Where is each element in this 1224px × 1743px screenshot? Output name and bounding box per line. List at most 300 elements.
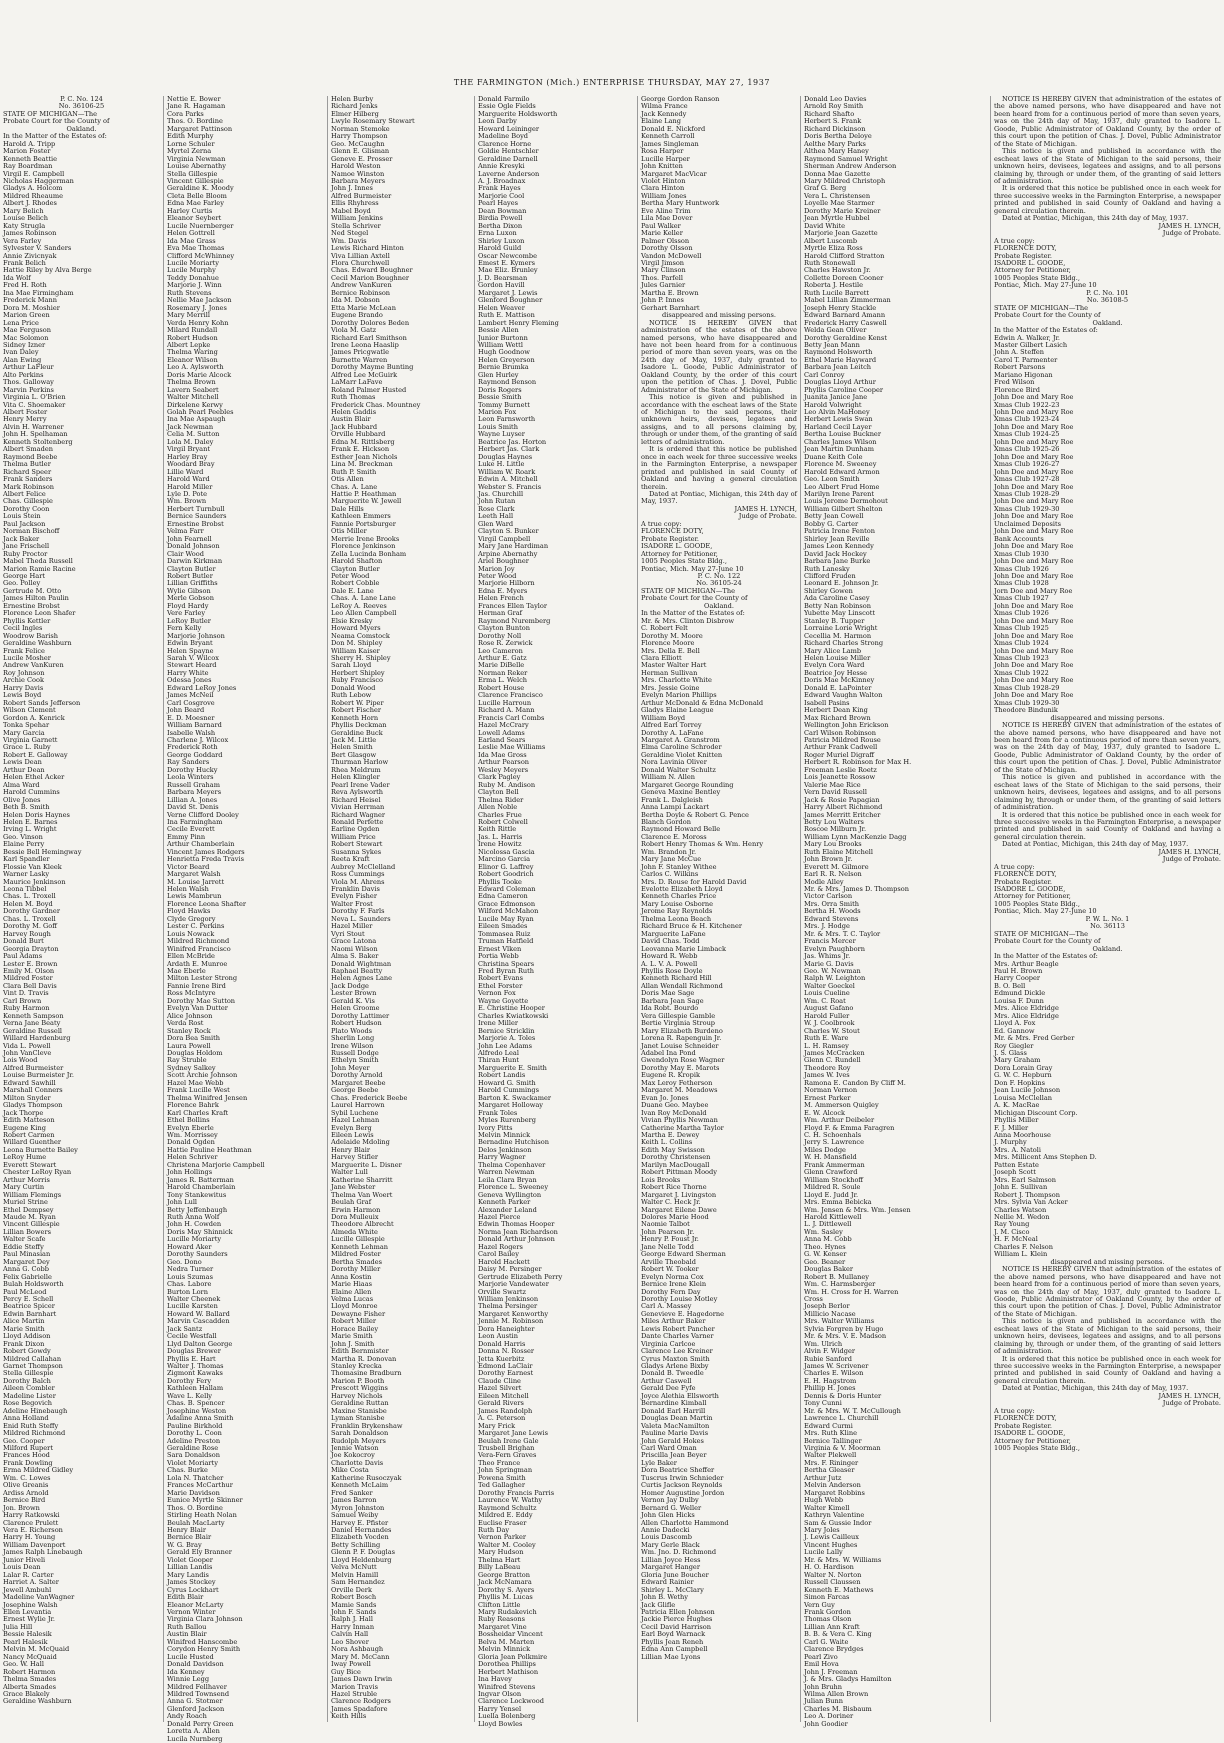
text-line: Harold A. Tripp [3, 139, 56, 148]
text-line: Duane Keith Cole [804, 452, 863, 461]
text-line: Gladys A. Holcom [3, 184, 63, 193]
text-line: Donald Burt [3, 937, 44, 946]
text-line: Jack Kennedy [641, 109, 687, 118]
text-line: Louise Abernathy [167, 162, 226, 171]
text-line: Beulah Irene Gale [478, 1436, 539, 1445]
text-line: Bernice Blair [167, 1533, 212, 1542]
text-line: A true copy: [641, 519, 682, 528]
text-line: Margaret Jane Lewis [478, 1429, 549, 1438]
text-line: Winnie Legg [167, 1675, 210, 1684]
text-line: Raphael Beatty [331, 967, 383, 976]
text-line: Eva Mae Thomas [167, 244, 225, 253]
text-line: Mrs. Orra Smith [804, 899, 859, 908]
text-line: Adelaide Mdoling [331, 1138, 390, 1147]
text-line: Milton Snyder [3, 1093, 51, 1102]
text-line: Modle Alley [804, 877, 844, 886]
text-line: Birdia Powell [478, 214, 523, 223]
text-line: Lloyd Monroe [331, 1302, 378, 1311]
text-line: Bertha Dixon [478, 221, 523, 230]
text-line: Wellington John Erickson [804, 721, 889, 730]
text-line: Marguerite LaFane [641, 929, 706, 938]
text-line: Karl Charles Kraft [167, 1108, 229, 1117]
text-line: Harold Miller [167, 482, 213, 491]
text-line: Franklin Davis [331, 885, 380, 894]
text-line: Roy Giegler [994, 1041, 1034, 1050]
text-line: John Doe and Mary Roe [994, 631, 1074, 640]
text-line: Evelyn Cora Ward [804, 661, 865, 670]
text-line: Helen Louise Miller [804, 653, 871, 662]
text-line: Velma Lucas [331, 1294, 374, 1303]
text-line: Richard Speer [3, 467, 52, 476]
text-line: James McCracken [804, 1049, 865, 1057]
text-line: Marjorie Hilborn [478, 579, 535, 588]
text-line: Robert Butler [167, 572, 213, 580]
text-line: Marjorie Jean Gazette [804, 229, 878, 238]
text-line: Susanna Sykes [331, 847, 382, 856]
text-line: Hattie Riley by Alva Berge [3, 266, 92, 275]
text-line: James Robinson [3, 229, 57, 238]
text-line: Edith May Swisson [641, 1145, 705, 1154]
text-line: Wm. C. Harmsberger [804, 1280, 876, 1289]
text-line: Raymond Holsworth [804, 348, 873, 357]
text-line: Jean Martin Dunham [804, 445, 874, 454]
text-line: Clarence Lockwood [478, 1697, 544, 1706]
text-line: Josephine Walsh [3, 1600, 58, 1609]
text-line: Margaret Hanger [641, 1563, 700, 1572]
text-line: Geraldine Russell [3, 1026, 63, 1035]
text-line: Donald Davidson [167, 1660, 224, 1669]
text-line: Rose Clark [478, 504, 515, 513]
text-line: Frederick Roth [167, 743, 218, 752]
text-line: Ernestine Brobst [167, 519, 224, 528]
text-line: James Randolph [478, 1406, 533, 1415]
text-line: Margaret J. Livingston [641, 1190, 717, 1199]
text-line: Margaret Pattinson [167, 124, 233, 133]
text-line: 1005 Peoples State Bldg., [994, 1444, 1080, 1453]
text-line: Robert W. Tooker [641, 1265, 699, 1274]
text-line: Catherine Martha Taylor [641, 1123, 724, 1132]
text-line: Vint D. Travis [3, 989, 49, 998]
text-line: Vern Guy [804, 1600, 835, 1609]
text-line: Margaret Robbins [804, 1488, 865, 1497]
text-line: Edith Blair [167, 1593, 204, 1602]
text-line: Marion Fox [478, 408, 517, 417]
text-line: W. H. Mansfield [804, 1153, 857, 1162]
text-line: Beulah MacLarty [167, 1518, 225, 1527]
text-line: Phyllis Miller [994, 1116, 1039, 1125]
text-line: Cecile Westfall [167, 1332, 217, 1341]
text-line: John Lull [167, 1198, 198, 1207]
text-line: E. H. Hagstrom [804, 1376, 857, 1385]
text-line: Robert Goodrich [478, 870, 534, 879]
text-line: Donna N. Rosser [478, 1347, 535, 1356]
text-line: Theodore Roy [804, 1063, 851, 1072]
text-line: Ethel Bollins [167, 1116, 210, 1125]
text-line: Edward Sawhill [3, 1078, 56, 1087]
text-line: Alberta Smades [3, 1682, 57, 1691]
text-line: Norman Bischoff [3, 527, 60, 536]
text-line: Merrie Irene Brooks [331, 534, 400, 543]
text-line: Xmas Club 1929-30 [994, 698, 1060, 707]
text-line: Gerhart Barnhart [641, 303, 700, 312]
text-line: Louise Burmeister Jr. [3, 1071, 74, 1080]
text-line: Beatrice Jas. Horton [478, 437, 547, 446]
text-line: FLORENCE DOTY, [994, 870, 1057, 879]
text-line: Charles James Wilson [804, 437, 877, 446]
text-line: Mae Ferguson [3, 326, 52, 335]
text-line: Donald Johnson [167, 542, 220, 551]
text-line: Adeline Preston [167, 1436, 221, 1445]
text-line: Adabel Ina Pond [641, 1049, 696, 1057]
text-line: Virginia Garnett [3, 735, 58, 744]
text-line: Ronald Perfette [331, 817, 384, 826]
text-line: William Gilbert Shelton [804, 504, 883, 513]
text-line: Verda Henry Kohn [167, 318, 229, 327]
text-line: Keith L. Collins [641, 1138, 693, 1147]
text-line: Carl Wilson Robinson [804, 728, 877, 737]
text-line: Alto Perkins [3, 370, 44, 379]
text-line: Katherine Rusoczyak [331, 1473, 402, 1482]
text-line: Mike Costa [331, 1466, 369, 1475]
masthead: THE FARMINGTON (Mich.) ENTERPRISE THURSDAY, MAY 27, 1937 [453, 78, 771, 87]
text-line: Carl Ward Oman [641, 1444, 697, 1453]
text-line: Theo. Hynes [804, 1242, 846, 1251]
text-line: Joseph Berlor [804, 1302, 850, 1311]
text-line: Verda Rost [167, 1019, 204, 1028]
text-line: John Meyer [331, 1063, 370, 1072]
text-line: Jane Webster [331, 1183, 376, 1192]
text-line: Xmas Club 1924 [994, 639, 1049, 648]
text-line: Lillian A. Jones [167, 795, 218, 804]
text-line: Phyllis Tooke [478, 877, 522, 886]
text-line: Kenneth Sampson [3, 1011, 64, 1020]
text-line: Fred Byran Ruth [478, 967, 535, 976]
text-line: Leo Cameron [478, 646, 523, 655]
text-line: Edwin Barnhart [3, 1309, 57, 1318]
text-line: Dorothy Fery [167, 1376, 212, 1385]
text-line: Nellie M. Wedon [994, 1212, 1050, 1221]
text-line: Harry Wagner [478, 1153, 526, 1162]
text-line: Harley Bray [167, 452, 208, 461]
text-line: J. Murphy [994, 1138, 1027, 1147]
text-line: Dora Bea Smith [167, 1034, 220, 1043]
text-line: In the Matter of the Estates of: [641, 609, 745, 618]
text-line: Margaret George Rounding [641, 780, 734, 789]
text-line: Arthur Caswell [641, 1376, 692, 1385]
text-line: Mrs. Emma Bebicka [804, 1198, 872, 1207]
text-line: Wilson Clement [3, 706, 56, 715]
text-line: Clark Pagley [478, 773, 521, 782]
text-line: Ernest Vlken [478, 944, 522, 953]
text-line: Paul Adams [3, 952, 43, 961]
text-line: Stanley Krecka [331, 1362, 382, 1371]
text-line: Ruby Francisco [331, 676, 384, 685]
text-line: Frank Ammerman [804, 1160, 865, 1169]
text-line: Thelma Hart [478, 1555, 521, 1564]
text-line: Donald Perry Green [167, 1719, 234, 1728]
text-line: Marvin Cascadden [167, 1317, 230, 1326]
text-line: Dorothy F. Farls [331, 907, 385, 916]
text-line: Otis Miller [331, 527, 367, 536]
text-line: Neama Comstock [331, 631, 390, 640]
text-line: Donald Earl Harrill [641, 1406, 706, 1415]
text-line: Robert W. Piper [331, 698, 384, 707]
text-line: Thelma Persinger [478, 1302, 538, 1311]
text-line: Ruth Lucile Barrett [804, 288, 870, 297]
text-line: Trusbell Brighan [478, 1444, 535, 1453]
text-line: Flossie Van Kleek [3, 862, 62, 871]
text-line: JAMES H. LYNCH, [1158, 847, 1221, 856]
text-line: E. W. Alcock [804, 1108, 846, 1117]
text-line: Cecil Ingles [3, 624, 43, 633]
text-line: Jack McNamara [478, 1578, 532, 1587]
text-line: Tonka Spehar [3, 721, 50, 730]
text-line: John H. Spelhaman [3, 430, 68, 439]
text-line: Attorney for Petitioner, [641, 549, 718, 558]
text-line: Arville Theobald [641, 1257, 696, 1266]
text-line: Mariano Higonan [994, 370, 1053, 379]
text-line: Walter Cheenek [167, 1294, 221, 1303]
text-line: Herbert Lewis Swan [804, 415, 873, 424]
text-line: Unclaimed Deposits [994, 519, 1062, 528]
text-line: Betty Lou Walters [804, 817, 864, 826]
text-line: Carlos C. Wilkins [641, 870, 699, 879]
text-line: Dorothy Miller [331, 1265, 381, 1274]
text-line: Glen Ward [478, 519, 514, 528]
text-line: Prescott Wiggins [331, 1384, 388, 1393]
text-line: Vernon Winter [167, 1607, 216, 1616]
text-line: Gertrude Elizabeth Perry [478, 1272, 563, 1281]
text-line: Ariel Boughner [478, 557, 529, 566]
text-line: Marie Smith [3, 1324, 45, 1333]
text-line: Billy LaBeau [478, 1563, 521, 1572]
text-line: Raymond Schultz [478, 1503, 537, 1512]
text-line: Lucila Nurnberg [167, 1734, 223, 1743]
text-line: Robert Cobble [331, 579, 380, 588]
text-line: Edward Barnard Amann [804, 311, 886, 320]
text-line: Leo A. Aylsworth [167, 363, 224, 372]
text-line: Mary Mildred Christoph [804, 176, 886, 185]
text-line: Flora Churchwell [331, 258, 390, 267]
text-line: Pearl Hayes [478, 199, 519, 208]
text-line: Geo. W. Hall [3, 1660, 44, 1669]
text-line: Russell Graham [167, 780, 220, 789]
text-line: Thomasine Bradburn [331, 1369, 402, 1378]
text-line: Paul Jackson [3, 519, 46, 528]
text-line: Mary Louise Osborne [641, 899, 714, 908]
text-line: Graf G. Berg [804, 184, 847, 193]
text-line: Jack Thorpe [3, 1108, 44, 1117]
text-line: Probate Court for the County of [994, 937, 1101, 946]
text-line: Wm. Jensen & Mrs. Wm. Jensen [804, 1205, 911, 1214]
text-line: Herbert Turnbull [167, 504, 225, 513]
text-line: Harold Chamberlain [167, 1183, 236, 1192]
text-line: Woodrow Barish [3, 631, 59, 640]
text-line: Elaine Perry [3, 840, 45, 849]
text-line: Louis Dean [3, 1563, 41, 1572]
notice-paragraph: Dated at Pontiac, Michigan, this 24th day of May, 1937. [1002, 840, 1189, 849]
text-line: Henry Blair [331, 1145, 371, 1154]
text-line: Gladys Thompson [3, 1101, 63, 1110]
text-line: Helen Schriver [167, 1153, 218, 1162]
notice-paragraph: Dated at Pontiac, Michigan, this 24th day of May, 1937. [1002, 1384, 1189, 1393]
text-line: Frank Belich [3, 258, 46, 267]
text-line: Lucile May Ryan [478, 914, 534, 923]
text-line: Lucile Lally [804, 1548, 843, 1557]
text-line: 1005 Peoples State Bldg., [641, 557, 727, 566]
text-line: Jack Dodge [331, 981, 369, 990]
text-line: W. J. Coolbrook [804, 1019, 855, 1028]
text-line: H. F. McNeal [994, 1235, 1038, 1244]
text-line: Leon Farnsworth [478, 415, 536, 424]
text-line: P. C. No. 122 [697, 572, 741, 580]
text-line: Wayne Luyser [478, 430, 525, 439]
text-line: Jas. Whims Jr. [804, 952, 851, 961]
text-line: Fred Sanker [331, 1488, 373, 1497]
text-line: Junior Burtonn [478, 333, 528, 342]
text-line: Mr. & Mrs. Fred Gerber [994, 1034, 1075, 1043]
text-line: Jennie Watson [331, 1444, 379, 1453]
text-line: 1005 Peoples State Bldg., [994, 273, 1080, 282]
text-line: Mary Graham [994, 1056, 1041, 1065]
text-line: Anna G. Stotmer [167, 1697, 223, 1706]
text-line: Webster S. Francis [478, 482, 542, 491]
text-line: Yubette May Linscott [804, 609, 876, 618]
text-line: Lillian Ann Kraft [804, 1622, 860, 1631]
text-line: John Gerald Hokes [641, 1436, 704, 1445]
text-line: Floyd Hardy [167, 601, 209, 610]
text-line: Chas. Frederick Beebe [331, 1093, 408, 1102]
text-line: Belva M. Marten [478, 1637, 535, 1646]
text-line: Marjorie Johnson [167, 631, 225, 640]
column-3 [327, 96, 474, 1722]
text-line: Harry Albert Richmond [804, 803, 883, 812]
text-line: James Singleman [641, 139, 699, 148]
text-line: Dewayne Fisher [331, 1309, 386, 1318]
text-line: Ruby M. Andison [478, 780, 536, 789]
text-line: Geo. Cooper [3, 1436, 45, 1445]
text-line: Geraldine Ruttan [331, 1399, 389, 1408]
text-line: Dorothy S. Ayers [478, 1585, 535, 1594]
text-line: Vern David Russell [804, 788, 868, 797]
text-line: Jane Frischell [3, 542, 50, 551]
text-line: Dora M. Moshier [3, 303, 60, 312]
text-line: Doris May Shinnick [167, 1227, 233, 1236]
text-line: Marjorie Vandewater [478, 1280, 549, 1289]
text-line: Lyle D. Pote [167, 490, 208, 499]
text-line: Percy E. Schell [3, 1294, 54, 1303]
text-line: Naomi Wilson [331, 944, 378, 953]
text-line: Robert Pittman Moody [641, 1168, 717, 1177]
text-line: Namoe Winston [331, 169, 385, 178]
text-line: Viola M. Ahrens [331, 877, 385, 886]
text-line: Carl G. Waite [804, 1637, 849, 1646]
text-line: Rudolph Meyers [331, 1436, 386, 1445]
text-line: Vincent James Rodgers [167, 847, 245, 856]
text-line: Donald Ogden [167, 1138, 215, 1147]
text-line: Thelma Van Woert [331, 1190, 393, 1199]
text-line: Dorothy Marie Kreiner [804, 206, 881, 215]
text-line: Raymond Benson [478, 378, 537, 387]
text-line: Vera Gillespie Gamble [641, 1011, 716, 1020]
text-line: Marion Joy [478, 564, 515, 573]
text-line: William Jenkinson [478, 1294, 539, 1303]
text-line: John Doe and Mary Roe [994, 691, 1074, 700]
text-line: Betty Jean Cowell [804, 512, 864, 521]
text-line: Chas. Burke [167, 1466, 208, 1475]
text-line: Bernice Irene Klein [641, 1280, 707, 1289]
text-line: Xmas Club 1929-30 [994, 504, 1060, 513]
text-line: Robert Evans [478, 974, 524, 983]
text-line: Robert Hudson [331, 1019, 382, 1028]
text-line: George Gordon Ranson [641, 95, 720, 103]
text-line: Ruth Elaine Mitchell [804, 847, 873, 856]
text-line: Hazel McCrary [478, 721, 529, 730]
text-line: Ruth Stonewall [804, 258, 856, 267]
text-line: Mrs. Charlotte White [641, 676, 712, 685]
text-line: A. L. V. A. Powell [641, 959, 698, 968]
text-line: William Stockhoff [804, 1175, 864, 1184]
text-line: Francis Carl Combs [478, 713, 545, 722]
text-line: Valeta MacNamilton [641, 1421, 710, 1430]
text-line: Walter C. Heck Jr. [641, 1198, 701, 1207]
text-line: No. 36113 [1090, 922, 1125, 931]
text-line: Madeline Lister [3, 1391, 56, 1400]
text-line: Leonard E. Johnson Jr. [804, 579, 879, 588]
text-line: Harland Cecil Layer [804, 422, 872, 431]
text-line: Nancy McQuaid [3, 1652, 57, 1661]
text-line: Albert Luscomb [804, 236, 858, 245]
text-line: Edith Matteson [3, 1116, 55, 1125]
text-line: Sarah Donaldson [331, 1429, 389, 1438]
text-line: Gerald Ely Branner [167, 1548, 232, 1557]
text-line: Phillip H. Jones [804, 1384, 856, 1393]
text-line: Alvin H. Warrener [3, 422, 64, 431]
text-line: Leona Tibbel [3, 885, 47, 894]
text-line: Ross McIntyre [167, 989, 216, 998]
text-line: Mark Robinson [3, 482, 55, 491]
text-line: Ingvar Olson [478, 1689, 522, 1698]
text-line: Harley Curtis [167, 206, 213, 215]
text-line: J. M. Cisco [994, 1227, 1030, 1236]
text-line: Earl R. R. Nelson [804, 870, 862, 879]
text-line: John B. Wethy [641, 1593, 689, 1602]
text-line: Mary Jane McCue [641, 855, 702, 864]
text-line: Lavern Seabert [167, 385, 219, 394]
text-line: David White [804, 221, 846, 230]
text-line: John Doe and Mary Roe [994, 601, 1074, 610]
text-line: Charles M. Bisbaum [804, 1704, 872, 1713]
text-line: Thos. O. Bordine [167, 1503, 223, 1512]
text-line: Odessa Jones [167, 676, 212, 685]
text-line: Charles E. Wilson [804, 1369, 864, 1378]
text-line: Thelma Leona Beach [641, 914, 712, 923]
text-line: Nora Lavinia Oliver [641, 758, 707, 767]
text-line: Mac Solomon [3, 333, 49, 342]
text-line: Millicio Nacase [804, 1309, 856, 1318]
text-line: Ruth Ballou [167, 1622, 207, 1631]
text-line: Joseph Henry Stackle [804, 303, 877, 312]
text-line: Marilyn MacDougall [641, 1160, 710, 1169]
text-line: Franklin Brykenshaw [331, 1421, 403, 1430]
text-line: Edmond LaClair [478, 1362, 533, 1371]
text-line: Clair Wood [167, 549, 204, 558]
text-line: Adeline Hinebaugh [3, 1406, 68, 1415]
text-line: Walter Scafe [3, 1235, 46, 1244]
text-line: Hazel Mae Webb [167, 1078, 224, 1087]
text-line: James W. Ives [804, 1071, 850, 1080]
text-line: Mrs. Sylvia Van Acker [994, 1198, 1068, 1207]
